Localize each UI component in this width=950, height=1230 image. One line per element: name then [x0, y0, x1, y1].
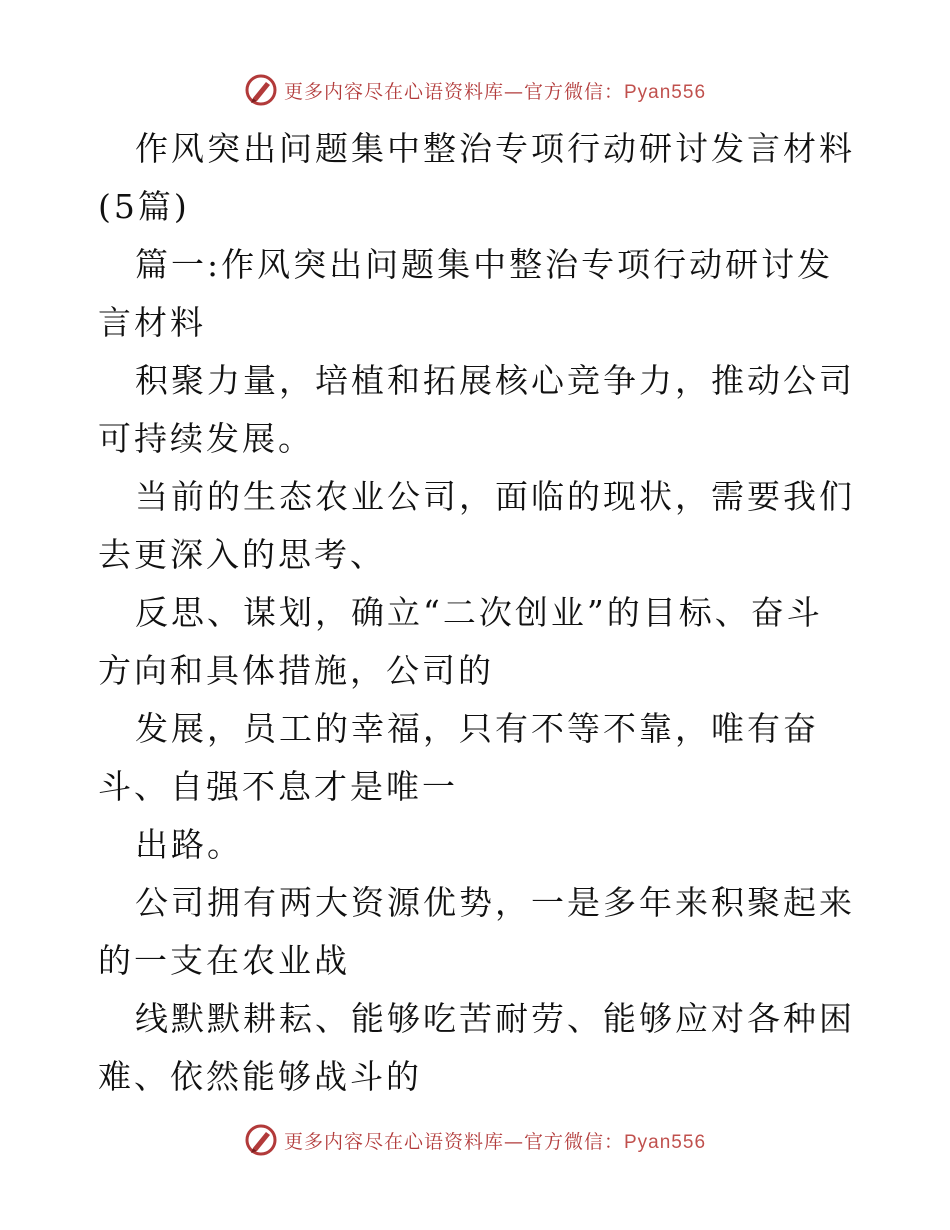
banner-text: 更多内容尽在心语资料库—官方微信：Pyan556	[283, 1130, 707, 1153]
paragraph: 公司拥有两大资源优势，一是多年来积聚起来的一支在农业战	[98, 883, 855, 980]
paragraph: 积聚力量，培植和拓展核心竞争力，推动公司可持续发展。	[98, 361, 855, 458]
paragraph: 篇一:作风突出问题集中整治专项行动研讨发言材料	[98, 245, 834, 342]
paragraph: 线默默耕耘、能够吃苦耐劳、能够应对各种困难、依然能够战斗的	[98, 999, 855, 1096]
pen-logo-icon	[244, 1123, 278, 1157]
document-title: 作风突出问题集中整治专项行动研讨发言材料(5篇)	[98, 129, 855, 226]
banner-text: 更多内容尽在心语资料库—官方微信：Pyan556	[283, 80, 707, 103]
pen-logo-icon	[244, 73, 278, 107]
paragraph: 当前的生态农业公司，面临的现状，需要我们去更深入的思考、	[98, 477, 855, 574]
wechat-id: Pyan556	[624, 81, 707, 103]
footer-banner	[0, 1120, 950, 1160]
header-banner	[0, 70, 950, 110]
paragraph: 发展，员工的幸福，只有不等不靠，唯有奋斗、自强不息才是唯一	[98, 709, 819, 806]
paragraph: 反思、谋划，确立“二次创业”的目标、奋斗方向和具体措施，公司的	[98, 593, 823, 690]
paragraph: 出路。	[135, 825, 243, 864]
wechat-id: Pyan556	[624, 1131, 707, 1153]
document-body	[98, 120, 858, 1110]
